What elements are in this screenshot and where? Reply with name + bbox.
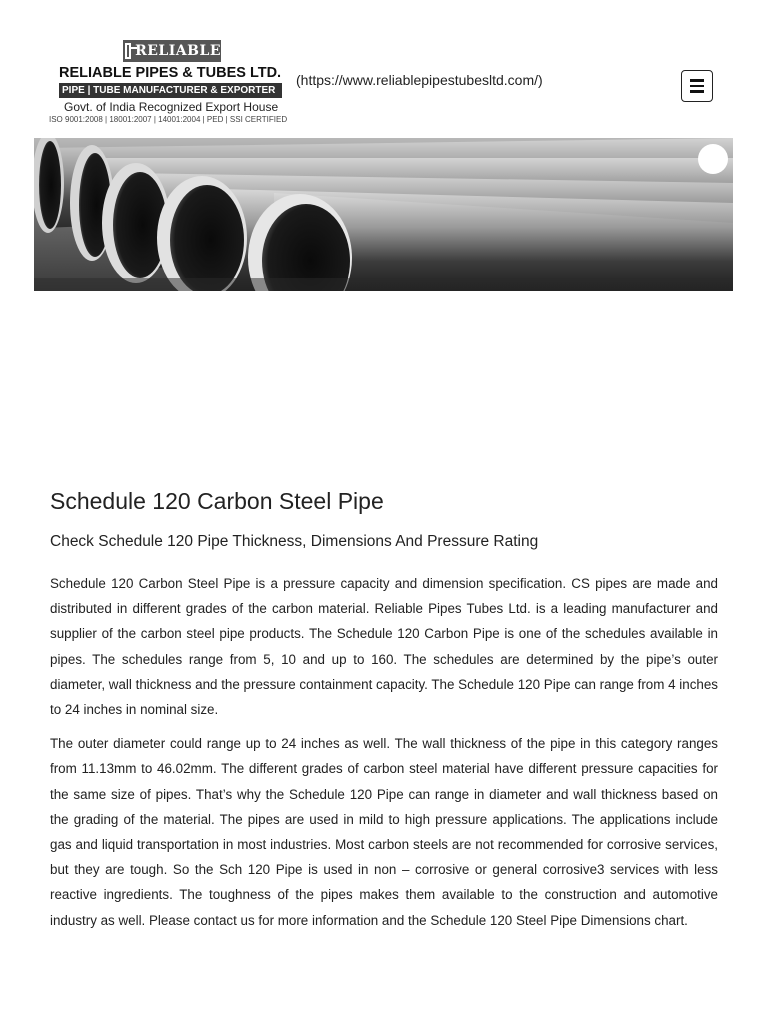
article-content <box>50 485 718 933</box>
carbon-steel-pipes-photo <box>34 138 733 291</box>
article-paragraph: The outer diameter could range up to 24 inches as well. The wall thickness of the pipe in this category ranges from 11.13mm to 46.02mm. The different grades of carbon steel material have different pressure capacities for the same size of pipes. That’s why the Schedule 120 Pipe can range in diameter and wall thickness based on the grading of the material. The pipes are used in mild to high pressure applications. The applications include gas and liquid transportation in most industries. Most carbon steels are not recommended for corrosive services, but they are tough. So the Sch 120 Pipe is used in non – corrosive or general corrosive3 services with less reactive ingredients. The toughness of the pipes makes them available to the construction and automotive industry as well. Please contact us for more information and the Schedule 120 Steel Pipe Dimensions chart. <box>50 736 718 928</box>
site-url-text: (https://www.reliablepipestubesltd.com/) <box>296 72 543 88</box>
page-title: Schedule 120 Carbon Steel Pipe <box>50 488 384 514</box>
site-header <box>0 0 768 130</box>
logo-badge <box>123 40 221 62</box>
logo-mark-icon <box>125 43 131 59</box>
hero-image <box>34 138 733 291</box>
hamburger-menu-button[interactable] <box>681 70 713 102</box>
page-subtitle: Check Schedule 120 Pipe Thickness, Dimensions And Pressure Rating <box>50 533 539 550</box>
logo-company-name: RELIABLE PIPES & TUBES LTD. <box>59 65 282 81</box>
logo-recognition: Govt. of India Recognized Export House <box>64 100 279 114</box>
hero-slider-dot[interactable] <box>698 144 728 174</box>
article-paragraph: Schedule 120 Carbon Steel Pipe is a pressure capacity and dimension specification. CS pipes are made and distributed in different grades of the carbon material. Reliable Pipes Tubes Ltd. is a leading manufacturer and supplier of the carbon steel pipe products. The Schedule 120 Carbon Pipe is one of the schedules available in pipes. The schedules range from 5, 10 and up to 160. The schedules are determined by the pipe’s outer diameter, wall thickness and the pressure containment capacity. The Schedule 120 Pipe can range from 4 inches to 24 inches in nominal size. <box>50 576 718 718</box>
company-logo[interactable] <box>50 40 290 124</box>
logo-tagline: PIPE | TUBE MANUFACTURER & EXPORTER <box>59 83 282 98</box>
logo-certifications: ISO 9001:2008 | 18001:2007 | 14001:2004 | PED | SSI CERTIFIED <box>49 115 288 124</box>
hamburger-menu-icon <box>690 79 704 82</box>
logo-badge-text: RELIABLE <box>135 43 221 59</box>
